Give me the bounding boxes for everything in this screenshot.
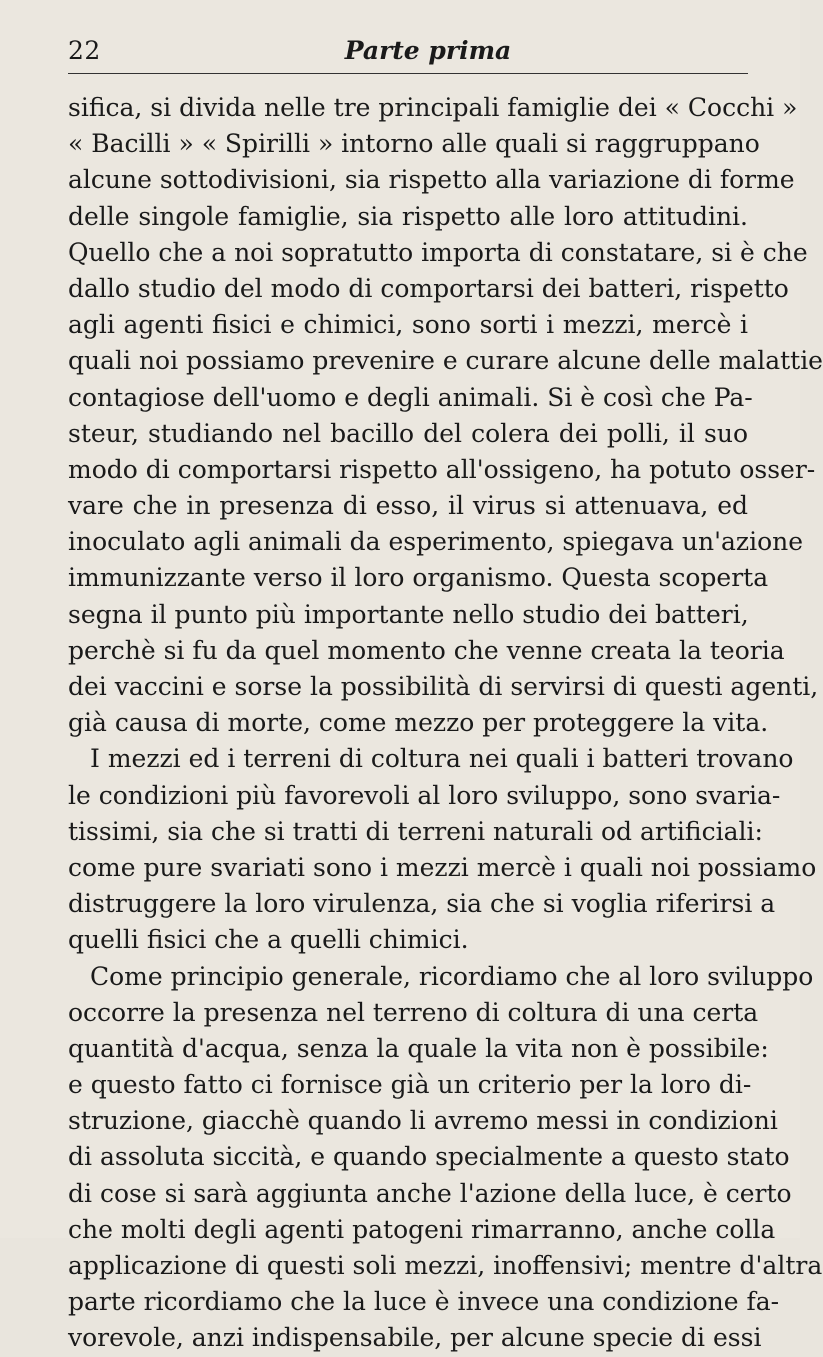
text-line: le condizioni più favorevoli al loro sviluppo, sono svaria-	[68, 780, 781, 810]
text-line: struzione, giacchè quando li avremo messi in condizioni	[68, 1106, 778, 1136]
text-line: segna il punto più importante nello studio dei batteri,	[68, 599, 749, 629]
text-line: contagiose dell'uomo e degli animali. Si è così che Pa-	[68, 382, 753, 412]
text-line: steur, studiando nel bacillo del colera dei polli, il suo	[68, 418, 748, 448]
text-line: dei vaccini e sorse la possibilità di servirsi di questi agenti,	[68, 672, 819, 701]
text-line: I mezzi ed i terreni di coltura nei quali i batteri trovano	[90, 744, 794, 774]
text-line: di cose si sarà aggiunta anche l'azione della luce, è certo	[68, 1178, 792, 1208]
text-line: che molti degli agenti patogeni rimarranno, anche colla	[68, 1214, 776, 1244]
text-line: « Bacilli » « Spirilli » intorno alle quali si raggruppano	[68, 129, 760, 159]
text-line: dallo studio del modo di comportarsi dei batteri, rispetto	[68, 273, 789, 303]
text-line: occorre la presenza nel terreno di coltura di una certa	[68, 997, 759, 1027]
text-line: delle singole famiglie, sia rispetto alle loro attitudini.	[68, 201, 748, 231]
text-line: distruggere la loro virulenza, sia che si voglia riferirsi a	[68, 889, 776, 919]
text-line: già causa di morte, come mezzo per proteggere la vita.	[68, 708, 769, 738]
text-line: modo di comportarsi rispetto all'ossigeno, ha potuto osser-	[68, 454, 816, 484]
text-line: agli agenti fisici e chimici, sono sorti i mezzi, mercè i	[68, 310, 748, 340]
text-line: applicazione di questi soli mezzi, inoffensivi; mentre d'altra	[68, 1251, 823, 1280]
running-head: Parte prima	[344, 36, 512, 65]
text-line: parte ricordiamo che la luce è invece una condizione fa-	[68, 1287, 780, 1317]
text-line: vare che in presenza di esso, il virus si attenuava, ed	[68, 491, 748, 521]
text-line: inoculato agli animali da esperimento, spiegava un'azione	[68, 527, 804, 557]
text-line: vorevole, anzi indispensabile, per alcune specie di essi	[68, 1323, 762, 1353]
text-line: Quello che a noi sopratutto importa di constatare, si è che	[68, 237, 808, 267]
text-line: alcune sottodivisioni, sia rispetto alla variazione di forme	[68, 165, 795, 195]
text-line: di assoluta siccità, e quando specialmente a questo stato	[68, 1142, 790, 1172]
text-line: tissimi, sia che si tratti di terreni naturali od artificiali:	[68, 816, 763, 846]
body-text	[68, 90, 823, 1357]
text-line: perchè si fu da quel momento che venne creata la teoria	[68, 635, 785, 665]
text-line: quelli fisici che a quelli chimici.	[68, 925, 469, 955]
text-line: immunizzante verso il loro organismo. Questa scoperta	[68, 563, 769, 593]
page-header	[68, 30, 748, 68]
text-line: quali noi possiamo prevenire e curare alcune delle malattie	[68, 346, 823, 376]
text-line: quantità d'acqua, senza la quale la vita non è possibile:	[68, 1033, 769, 1063]
text-line: sifica, si divida nelle tre principali famiglie dei « Cocchi »	[68, 93, 798, 122]
page-number: 22	[68, 36, 101, 65]
text-line: come pure svariati sono i mezzi mercè i quali noi possiamo	[68, 852, 817, 882]
text-line: Come principio generale, ricordiamo che al loro sviluppo	[90, 961, 814, 991]
header-rule	[68, 73, 748, 74]
text-line: e questo fatto ci fornisce già un criterio per la loro di-	[68, 1070, 752, 1100]
